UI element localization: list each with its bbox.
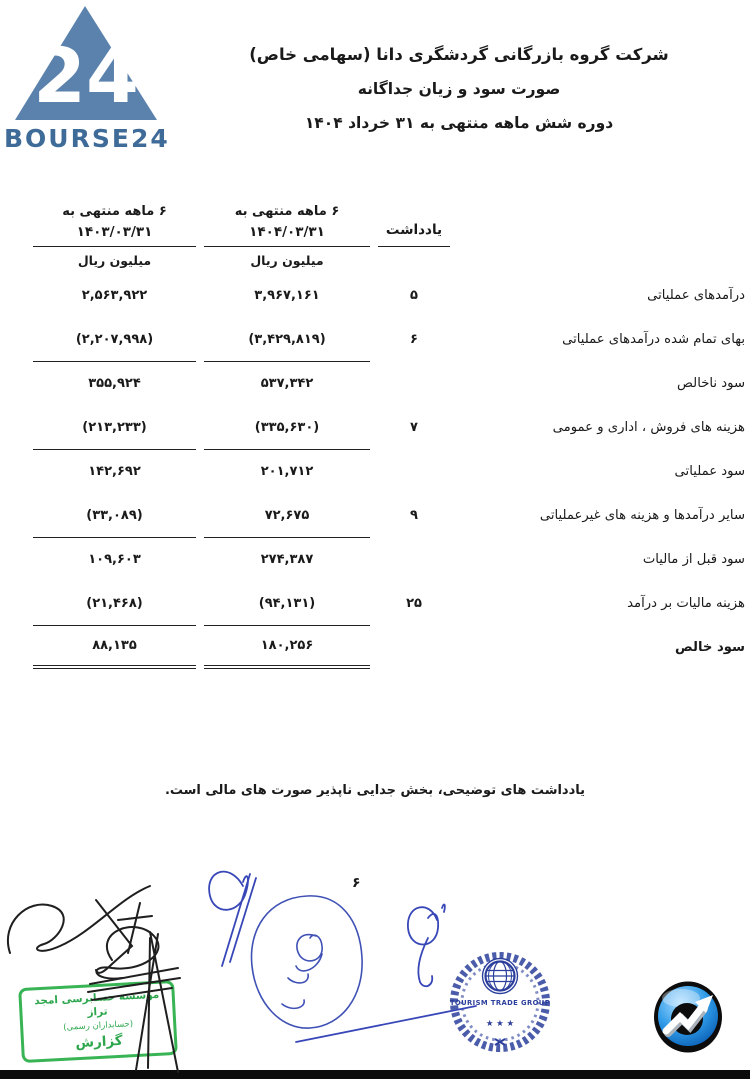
table-row-current: ۳,۹۶۷,۱۶۱ (254, 287, 320, 303)
table-row-note (378, 537, 450, 581)
auditor-stamp-subtitle: (حسابداران رسمی) (63, 1019, 134, 1033)
table-row-current: (۳۳۵,۶۳۰) (254, 419, 320, 435)
table-row-current: ۲۰۱,۷۱۲ (204, 449, 370, 493)
unit-spacer (378, 247, 450, 273)
table-row-label: هزینه مالیات بر درآمد (627, 595, 745, 611)
bourse24-logo (4, 4, 170, 153)
note-column-header: یادداشت (378, 195, 450, 247)
table-row-note: ۹ (410, 507, 418, 523)
table-row-prior: (۲,۲۰۷,۹۹۸) (75, 331, 154, 347)
table-row-prior: ۱۰۹,۶۰۳ (33, 537, 196, 581)
scan-edge-bar (0, 1070, 750, 1079)
header-spacer (458, 195, 745, 247)
prior-unit: میلیون ریال (77, 252, 152, 268)
current-period-date: ۱۴۰۴/۰۳/۳۱ (249, 224, 325, 240)
current-unit: میلیون ریال (250, 252, 324, 268)
logo-mark: 24 (33, 31, 139, 120)
table-row-prior: ۳۵۵,۹۲۴ (33, 361, 196, 405)
table-row-prior: (۲۱,۴۶۸) (86, 595, 143, 611)
document-header (170, 38, 748, 140)
signature-black-1 (8, 886, 152, 973)
table-row-current: ۱۸۰,۲۵۶ (204, 625, 370, 669)
income-statement-table (33, 195, 745, 669)
table-row-current: ۲۷۴,۳۸۷ (204, 537, 370, 581)
company-name: شرکت گروه بازرگانی گردشگری دانا (سهامی خاص) (249, 45, 669, 64)
current-period-header (204, 195, 370, 247)
table-row-label: درآمدهای عملیاتی (647, 287, 745, 303)
auditor-stamp-firm: موسسه حسابرسی امجد تراز (33, 988, 160, 1019)
table-row-label: سود خالص (675, 639, 745, 655)
table-row-note: ۷ (410, 419, 418, 435)
table-row-prior: (۳۳,۰۸۹) (86, 507, 143, 523)
prior-period-date: ۱۴۰۳/۰۳/۳۱ (76, 224, 153, 240)
table-row-note: ۵ (410, 287, 418, 303)
prior-period-header (33, 195, 196, 247)
bourse24-ball-icon (652, 980, 724, 1054)
tourism-trade-group-seal (446, 946, 554, 1054)
explanatory-footnote: یادداشت های توضیحی، بخش جدایی ناپذیر صورت های مالی است. (164, 783, 586, 798)
table-row-prior: ۱۴۲,۶۹۲ (33, 449, 196, 493)
table-row-note: ۲۵ (406, 595, 422, 611)
table-row-note (378, 361, 450, 405)
seal-stars: ★ ★ ★ (485, 1019, 515, 1029)
signature-blue-circle (251, 896, 362, 1028)
seal-name: TOURISM TRADE GROUP (449, 999, 551, 1007)
table-row-label: هزینه های فروش ، اداری و عمومی (552, 419, 745, 435)
table-row-current: (۳,۴۲۹,۸۱۹) (248, 331, 326, 347)
page-number: ۶ (352, 875, 361, 891)
statement-period: دوره شش ماهه منتهی به ۳۱ خرداد ۱۴۰۴ (304, 114, 614, 132)
table-row-current: (۹۴,۱۳۱) (258, 595, 316, 611)
table-row-label: سود قبل از مالیات (642, 551, 745, 567)
table-row-prior: ۸۸,۱۳۵ (33, 625, 196, 669)
table-row-current: ۵۳۷,۳۴۲ (204, 361, 370, 405)
statement-title: صورت سود و زیان جداگانه (357, 80, 561, 98)
table-row-current: ۷۲,۶۷۵ (264, 507, 310, 523)
table-row-label: سود ناخالص (677, 375, 745, 391)
table-row-note (378, 449, 450, 493)
table-row-note (378, 625, 450, 669)
bourse24-triangle-icon (8, 4, 160, 122)
unit-spacer (458, 247, 745, 273)
table-row-prior: ۲,۵۶۳,۹۲۲ (81, 287, 148, 303)
table-row-note: ۶ (410, 331, 418, 347)
logo-wordmark: BOURSE24 (4, 124, 170, 153)
prior-period-label: ۶ ماهه منتهی به (62, 204, 167, 219)
auditor-stamp-report: گزارش (75, 1032, 124, 1052)
globe-icon (483, 959, 518, 994)
signature-blue-1 (209, 872, 256, 966)
table-row-prior: (۲۱۳,۲۳۳) (82, 419, 147, 435)
auditor-stamp (18, 980, 178, 1063)
table-row-label: بهای تمام شده درآمدهای عملیاتی (562, 331, 745, 347)
current-period-label: ۶ ماهه منتهی به (234, 204, 340, 219)
table-row-label: سایر درآمدها و هزینه های غیرعملیاتی (539, 507, 745, 523)
table-row-label: سود عملیاتی (674, 463, 745, 479)
